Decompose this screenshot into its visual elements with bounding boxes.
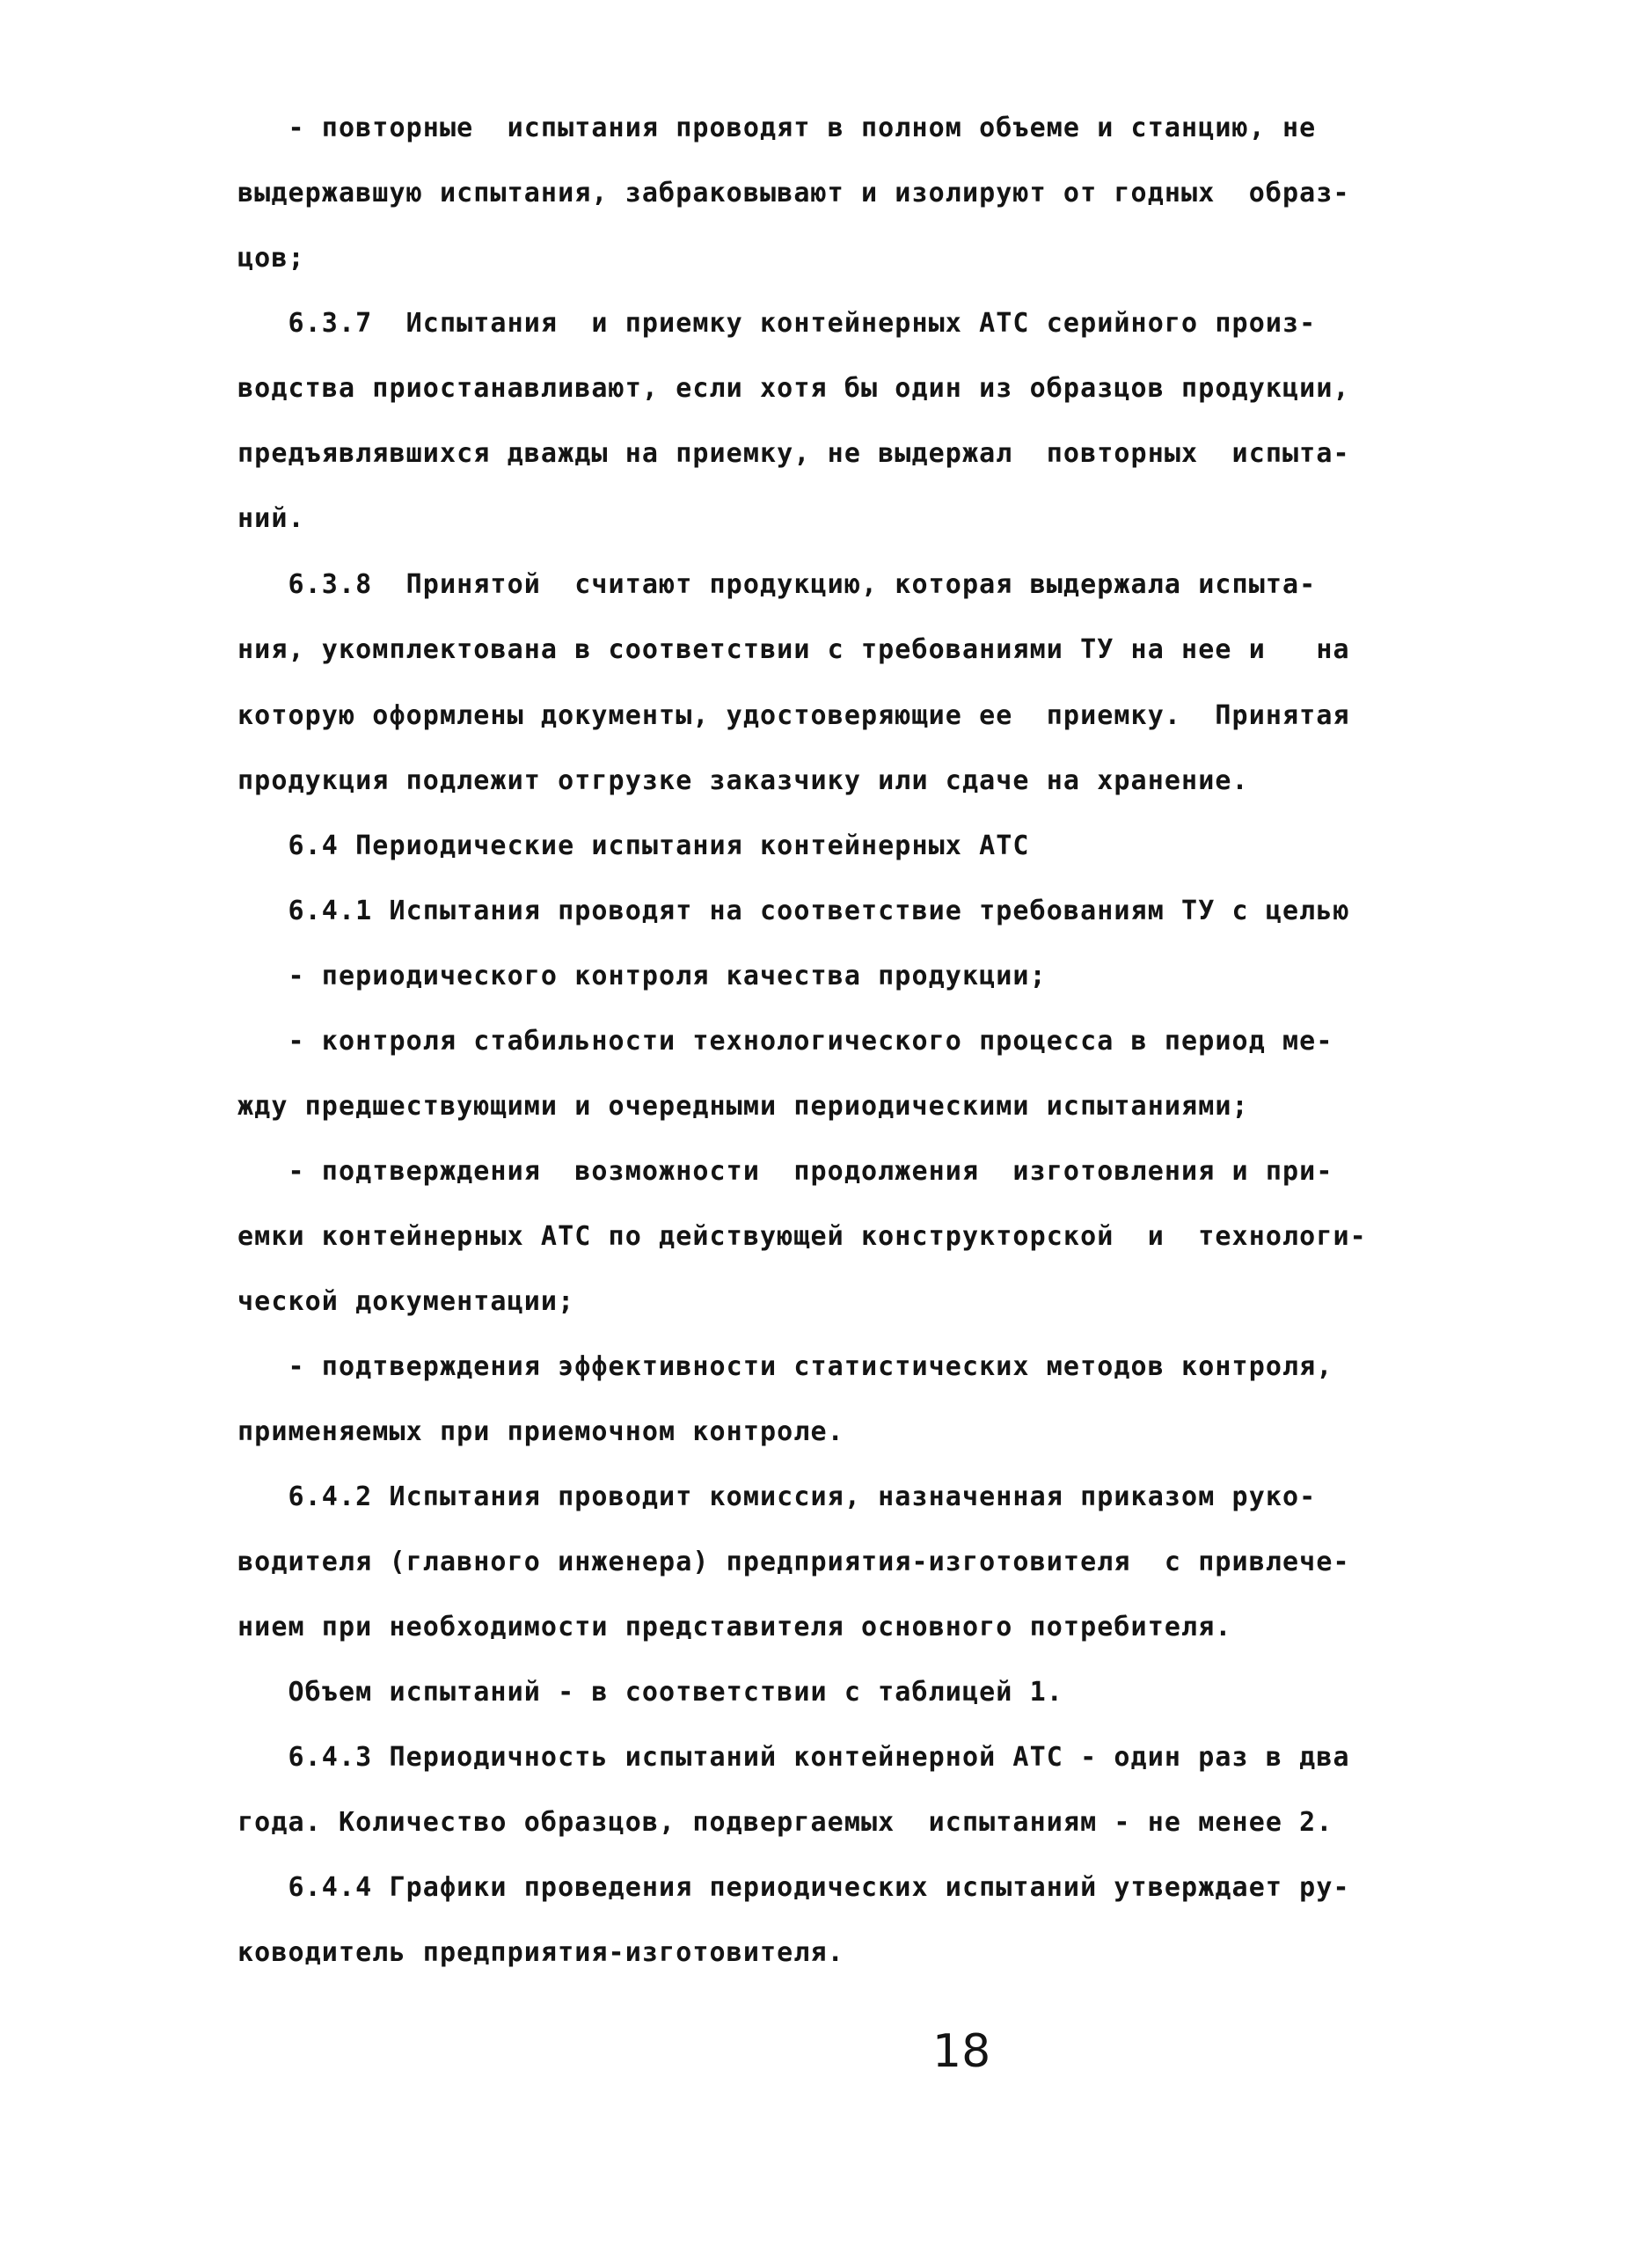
text-line-28: 6.4.4 Графики проведения периодических испытаний утверждает ру- <box>237 1872 1350 1903</box>
text-line-17: - подтверждения возможности продолжения изготовления и при- <box>237 1156 1333 1187</box>
text-line-2: выдержавшую испытания, забраковывают и изолируют от годных образ- <box>237 178 1350 209</box>
text-line-8: 6.3.8 Принятой считают продукцию, которая выдержала испыта- <box>237 569 1317 600</box>
text-line-23: водителя (главного инженера) предприятия-изготовителя с привлече- <box>237 1547 1350 1577</box>
text-line-11: продукция подлежит отгрузке заказчику или сдаче на хранение. <box>237 765 1249 796</box>
text-line-22: 6.4.2 Испытания проводит комиссия, назначенная приказом руко- <box>237 1482 1317 1512</box>
text-line-16: жду предшествующими и очередными периодическими испытаниями; <box>237 1091 1249 1122</box>
text-line-27: года. Количество образцов, подвергаемых испытаниям - не менее 2. <box>237 1807 1333 1838</box>
text-line-14: - периодического контроля качества продукции; <box>237 961 1047 991</box>
text-line-12: 6.4 Периодические испытания контейнерных АТС <box>237 830 1030 861</box>
text-line-4: 6.3.7 Испытания и приемку контейнерных АТС серийного произ- <box>237 308 1317 339</box>
text-line-25: Объем испытаний - в соответствии с таблицей 1. <box>237 1677 1063 1708</box>
text-line-29: ководитель предприятия-изготовителя. <box>237 1937 844 1968</box>
text-line-24: нием при необходимости представителя основного потребителя. <box>237 1612 1232 1642</box>
text-line-6: предъявлявшихся дважды на приемку, не выдержал повторных испыта- <box>237 438 1350 469</box>
text-line-9: ния, укомплектована в соответствии с требованиями ТУ на нее и на <box>237 634 1350 665</box>
text-line-15: - контроля стабильности технологического процесса в период ме- <box>237 1026 1333 1057</box>
text-line-7: ний. <box>237 503 305 534</box>
text-line-20: - подтверждения эффективности статистических методов контроля, <box>237 1351 1333 1382</box>
text-line-19: ческой документации; <box>237 1286 575 1317</box>
page-number: 18 <box>932 2025 991 2078</box>
text-line-1: - повторные испытания проводят в полном объеме и станцию, не <box>237 113 1317 143</box>
text-line-26: 6.4.3 Периодичность испытаний контейнерной АТС - один раз в два <box>237 1742 1350 1773</box>
text-line-13: 6.4.1 Испытания проводят на соответствие требованиям ТУ с целью <box>237 896 1350 926</box>
text-line-10: которую оформлены документы, удостоверяющие ее приемку. Принятая <box>237 700 1350 731</box>
text-line-3: цов; <box>237 243 305 274</box>
text-line-18: емки контейнерных АТС по действующей конструкторской и технологи- <box>237 1221 1367 1252</box>
text-line-21: применяемых при приемочном контроле. <box>237 1416 844 1447</box>
text-line-5: водства приостанавливают, если хотя бы один из образцов продукции, <box>237 373 1350 404</box>
